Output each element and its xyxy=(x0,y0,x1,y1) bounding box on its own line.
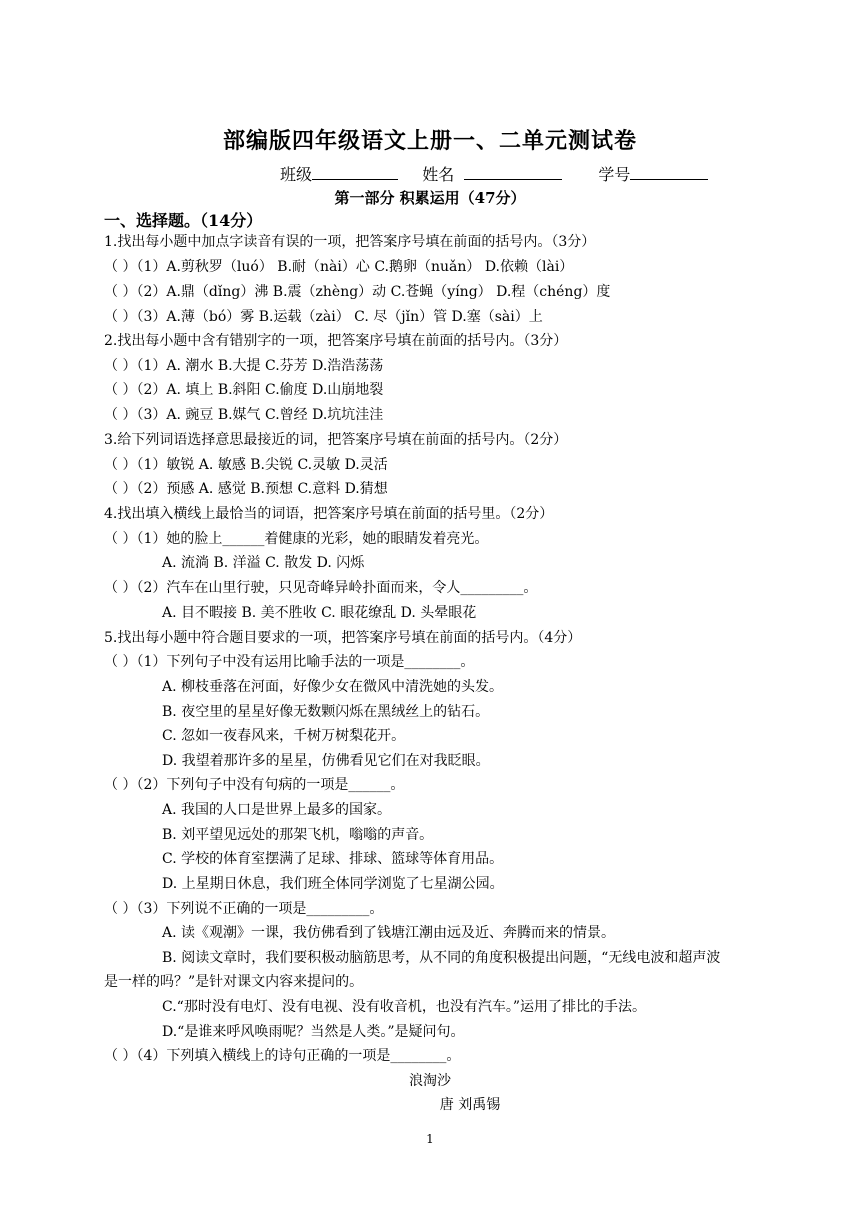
name-field[interactable] xyxy=(464,165,562,180)
page-title: 部编版四年级语文上册一、二单元测试卷 xyxy=(222,129,637,154)
student-info-row xyxy=(280,162,708,185)
question-1-2: （ ）（2）A.鼎（dǐng）沸 B.震（zhèng）动 C.苍蝇（yíng） D.程（chéng）度 xyxy=(104,284,611,300)
number-field[interactable] xyxy=(630,165,708,180)
number-label: 学号 xyxy=(598,165,631,184)
page-number: 1 xyxy=(426,1132,434,1146)
question-2-2: （ ）（2）A. 填上 B.斜阳 C.偷度 D.山崩地裂 xyxy=(104,382,384,398)
question-4-2: （ ）（2）汽车在山里行驶，只见奇峰异岭扑面而来，令人_________。 xyxy=(104,580,538,596)
question-5-3-option-b-continued: 是一样的吗？”是针对课文内容来提问的。 xyxy=(104,974,364,990)
question-5-3: （ ）（3）下列说不正确的一项是_________。 xyxy=(104,901,384,917)
question-5-2-option-b: B. 刘平望见远处的那架飞机，嗡嗡的声音。 xyxy=(162,827,434,843)
section-heading: 一、选择题。（14分） xyxy=(104,211,263,230)
question-5-1-option-c: C. 忽如一夜春风来，千树万树梨花开。 xyxy=(162,728,406,744)
question-5-3-option-c: C.“那时没有电灯、没有电视、没有收音机，也没有汽车。”运用了排比的手法。 xyxy=(162,999,646,1015)
question-5-2-option-c: C. 学校的体育室摆满了足球、排球、篮球等体育用品。 xyxy=(162,851,504,867)
question-2-1: （ ）（1）A. 潮水 B.大提 C.芬芳 D.浩浩荡荡 xyxy=(104,358,384,374)
question-5-2: （ ）（2）下列句子中没有句病的一项是______。 xyxy=(104,777,405,793)
question-5-2-option-d: D. 上星期日休息，我们班全体同学浏览了七星湖公园。 xyxy=(162,876,504,892)
poem-title: 浪淘沙 xyxy=(409,1073,451,1089)
question-4-2-options: A. 目不暇接 B. 美不胜收 C. 眼花缭乱 D. 头晕眼花 xyxy=(162,605,477,621)
question-5-1: （ ）（1）下列句子中没有运用比喻手法的一项是________。 xyxy=(104,654,475,670)
question-1-1: （ ）（1）A.剪秋罗（luó） B.耐（nài）心 C.鹅卵（nuǎn） D.依赖（lài） xyxy=(104,259,574,275)
question-5-3-option-b: B. 阅读文章时，我们要积极动脑筋思考，从不同的角度积极提出问题，“无线电波和超声波 xyxy=(162,950,721,966)
question-2-3: （ ）（3）A. 豌豆 B.媒气 C.曾经 D.坑坑洼洼 xyxy=(104,407,384,423)
question-3-1: （ ）（1）敏锐 A. 敏感 B.尖锐 C.灵敏 D.灵活 xyxy=(104,457,388,473)
question-5-3-option-a: A. 读《观潮》一课，我仿佛看到了钱塘江潮由远及近、奔腾而来的情景。 xyxy=(162,925,616,941)
question-4-1: （ ）（1）她的脸上______着健康的光彩，她的眼睛发着亮光。 xyxy=(104,531,489,547)
question-5-1-option-b: B. 夜空里的星星好像无数颗闪烁在黑绒丝上的钻石。 xyxy=(162,704,490,720)
question-4-stem: 4.找出填入横线上最恰当的词语，把答案序号填在前面的括号里。（2分） xyxy=(104,506,554,522)
question-5-1-option-a: A. 柳枝垂落在河面，好像少女在微风中清洗她的头发。 xyxy=(162,679,504,695)
question-5-1-option-d: D. 我望着那许多的星星，仿佛看见它们在对我眨眼。 xyxy=(162,753,490,769)
question-5-3-option-d: D.“是谁来呼风唤雨呢？当然是人类。”是疑问句。 xyxy=(162,1024,465,1040)
question-2-stem: 2.找出每小题中含有错别字的一项，把答案序号填在前面的括号内。（3分） xyxy=(104,333,568,349)
class-field[interactable] xyxy=(312,165,398,180)
question-5-2-option-a: A. 我国的人口是世界上最多的国家。 xyxy=(162,802,392,818)
poem-author: 唐 刘禹锡 xyxy=(439,1097,501,1113)
question-3-2: （ ）（2）预感 A. 感觉 B.预想 C.意料 D.猜想 xyxy=(104,481,388,497)
question-5-4: （ ）（4）下列填入横线上的诗句正确的一项是________。 xyxy=(104,1048,461,1064)
question-5-stem: 5.找出每小题中符合题目要求的一项，把答案序号填在前面的括号内。（4分） xyxy=(104,630,582,646)
class-label: 班级 xyxy=(280,165,313,184)
question-4-1-options: A. 流淌 B. 洋溢 C. 散发 D. 闪烁 xyxy=(162,555,365,571)
question-1-3: （ ）（3）A.薄（bó）雾 B.运载（zài） C. 尽（jǐn）管 D.塞（sài）上 xyxy=(104,309,543,325)
part-heading: 第一部分 积累运用（47分） xyxy=(334,189,526,207)
question-3-stem: 3.给下列词语选择意思最接近的词，把答案序号填在前面的括号内。（2分） xyxy=(104,432,568,448)
question-1-stem: 1.找出每小题中加点字读音有误的一项，把答案序号填在前面的括号内。（3分） xyxy=(104,234,596,250)
name-label: 姓名 xyxy=(422,165,455,184)
